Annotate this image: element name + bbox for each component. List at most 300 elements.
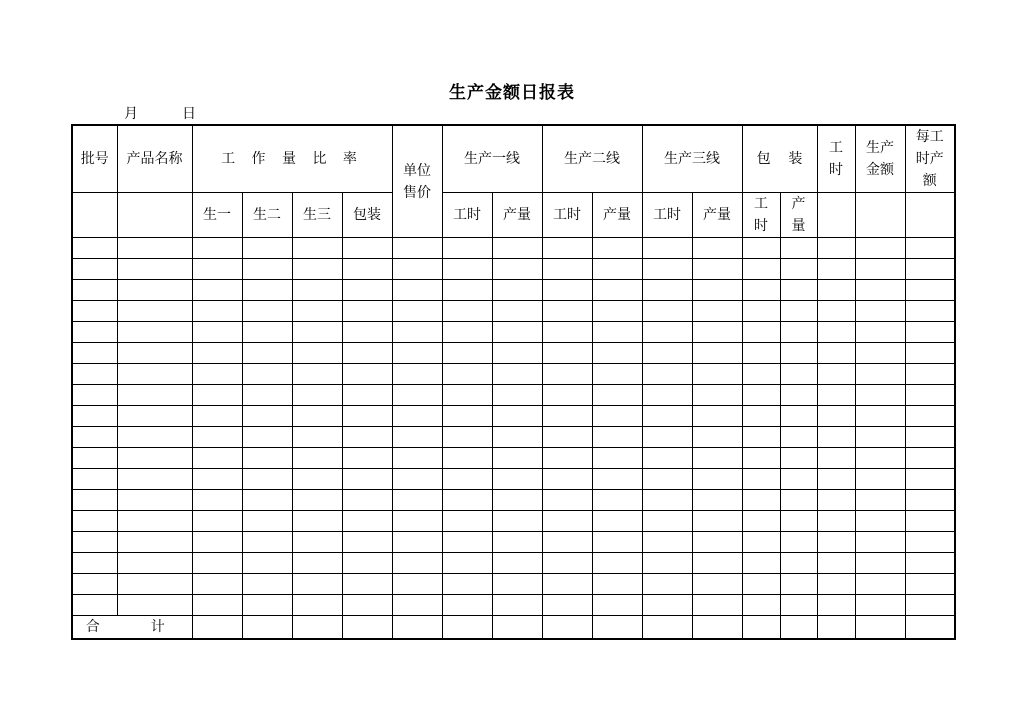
table-cell[interactable] xyxy=(905,280,955,301)
table-cell[interactable] xyxy=(192,301,242,322)
table-cell[interactable] xyxy=(592,406,642,427)
table-cell[interactable] xyxy=(492,469,542,490)
table-cell[interactable] xyxy=(492,511,542,532)
table-cell[interactable] xyxy=(692,280,742,301)
table-cell[interactable] xyxy=(442,490,492,511)
table-cell[interactable] xyxy=(905,301,955,322)
table-cell[interactable] xyxy=(292,364,342,385)
table-cell[interactable] xyxy=(292,553,342,574)
table-cell[interactable] xyxy=(117,259,192,280)
table-cell[interactable] xyxy=(817,238,855,259)
table-cell[interactable] xyxy=(742,574,780,595)
table-cell[interactable] xyxy=(192,238,242,259)
table-cell[interactable] xyxy=(342,364,392,385)
table-cell[interactable] xyxy=(192,280,242,301)
table-cell[interactable] xyxy=(442,343,492,364)
table-cell[interactable] xyxy=(342,322,392,343)
table-cell[interactable] xyxy=(242,343,292,364)
table-cell[interactable] xyxy=(492,553,542,574)
table-cell[interactable] xyxy=(342,301,392,322)
table-cell[interactable] xyxy=(817,427,855,448)
table-cell[interactable] xyxy=(692,322,742,343)
table-cell[interactable] xyxy=(492,448,542,469)
table-cell[interactable] xyxy=(742,469,780,490)
table-cell[interactable] xyxy=(117,427,192,448)
table-cell[interactable] xyxy=(542,364,592,385)
table-cell[interactable] xyxy=(742,301,780,322)
table-cell[interactable] xyxy=(905,553,955,574)
table-cell[interactable] xyxy=(817,490,855,511)
table-cell[interactable] xyxy=(742,511,780,532)
table-cell[interactable] xyxy=(692,469,742,490)
table-cell[interactable] xyxy=(542,280,592,301)
table-cell[interactable] xyxy=(780,364,817,385)
table-cell[interactable] xyxy=(242,280,292,301)
table-cell[interactable] xyxy=(742,343,780,364)
total-cell[interactable] xyxy=(642,616,692,640)
table-cell[interactable] xyxy=(117,448,192,469)
table-cell[interactable] xyxy=(242,448,292,469)
table-cell[interactable] xyxy=(117,553,192,574)
table-cell[interactable] xyxy=(392,322,442,343)
table-cell[interactable] xyxy=(817,448,855,469)
table-cell[interactable] xyxy=(192,322,242,343)
table-cell[interactable] xyxy=(905,511,955,532)
table-cell[interactable] xyxy=(592,511,642,532)
table-cell[interactable] xyxy=(692,595,742,616)
table-cell[interactable] xyxy=(817,595,855,616)
table-cell[interactable] xyxy=(192,469,242,490)
table-cell[interactable] xyxy=(442,322,492,343)
table-cell[interactable] xyxy=(642,448,692,469)
table-cell[interactable] xyxy=(905,490,955,511)
table-cell[interactable] xyxy=(592,364,642,385)
table-cell[interactable] xyxy=(542,469,592,490)
table-cell[interactable] xyxy=(442,448,492,469)
table-cell[interactable] xyxy=(392,406,442,427)
table-cell[interactable] xyxy=(492,259,542,280)
table-cell[interactable] xyxy=(72,553,117,574)
table-cell[interactable] xyxy=(692,385,742,406)
table-cell[interactable] xyxy=(192,406,242,427)
table-cell[interactable] xyxy=(780,469,817,490)
table-cell[interactable] xyxy=(642,259,692,280)
table-cell[interactable] xyxy=(342,406,392,427)
table-cell[interactable] xyxy=(392,511,442,532)
table-cell[interactable] xyxy=(72,427,117,448)
table-cell[interactable] xyxy=(855,553,905,574)
table-cell[interactable] xyxy=(780,448,817,469)
table-cell[interactable] xyxy=(192,364,242,385)
table-cell[interactable] xyxy=(855,259,905,280)
table-cell[interactable] xyxy=(855,427,905,448)
table-cell[interactable] xyxy=(342,595,392,616)
table-cell[interactable] xyxy=(692,406,742,427)
table-cell[interactable] xyxy=(117,595,192,616)
table-cell[interactable] xyxy=(342,385,392,406)
table-cell[interactable] xyxy=(692,427,742,448)
table-cell[interactable] xyxy=(392,595,442,616)
total-cell[interactable] xyxy=(855,616,905,640)
total-cell[interactable] xyxy=(342,616,392,640)
table-cell[interactable] xyxy=(742,280,780,301)
table-cell[interactable] xyxy=(592,595,642,616)
table-cell[interactable] xyxy=(492,490,542,511)
table-cell[interactable] xyxy=(242,595,292,616)
table-cell[interactable] xyxy=(292,343,342,364)
table-cell[interactable] xyxy=(642,301,692,322)
table-cell[interactable] xyxy=(692,301,742,322)
table-cell[interactable] xyxy=(442,511,492,532)
table-cell[interactable] xyxy=(592,280,642,301)
table-cell[interactable] xyxy=(780,406,817,427)
table-cell[interactable] xyxy=(72,595,117,616)
table-cell[interactable] xyxy=(292,406,342,427)
table-cell[interactable] xyxy=(242,427,292,448)
table-cell[interactable] xyxy=(72,490,117,511)
table-cell[interactable] xyxy=(780,238,817,259)
table-cell[interactable] xyxy=(592,301,642,322)
table-cell[interactable] xyxy=(780,301,817,322)
table-cell[interactable] xyxy=(642,385,692,406)
table-cell[interactable] xyxy=(242,406,292,427)
table-cell[interactable] xyxy=(542,595,592,616)
table-cell[interactable] xyxy=(192,553,242,574)
table-cell[interactable] xyxy=(242,469,292,490)
table-cell[interactable] xyxy=(780,385,817,406)
table-cell[interactable] xyxy=(542,259,592,280)
table-cell[interactable] xyxy=(492,301,542,322)
total-cell[interactable] xyxy=(392,616,442,640)
table-cell[interactable] xyxy=(542,574,592,595)
table-cell[interactable] xyxy=(492,280,542,301)
table-cell[interactable] xyxy=(542,385,592,406)
table-cell[interactable] xyxy=(117,301,192,322)
table-cell[interactable] xyxy=(855,343,905,364)
table-cell[interactable] xyxy=(292,595,342,616)
total-cell[interactable] xyxy=(292,616,342,640)
table-cell[interactable] xyxy=(592,385,642,406)
table-cell[interactable] xyxy=(442,406,492,427)
table-cell[interactable] xyxy=(905,532,955,553)
table-cell[interactable] xyxy=(692,532,742,553)
table-cell[interactable] xyxy=(117,343,192,364)
table-cell[interactable] xyxy=(492,385,542,406)
table-cell[interactable] xyxy=(242,301,292,322)
table-cell[interactable] xyxy=(442,259,492,280)
table-cell[interactable] xyxy=(642,532,692,553)
table-cell[interactable] xyxy=(242,259,292,280)
table-cell[interactable] xyxy=(642,511,692,532)
table-cell[interactable] xyxy=(292,574,342,595)
table-cell[interactable] xyxy=(905,322,955,343)
table-cell[interactable] xyxy=(742,532,780,553)
table-cell[interactable] xyxy=(117,385,192,406)
table-cell[interactable] xyxy=(817,574,855,595)
table-cell[interactable] xyxy=(72,385,117,406)
table-cell[interactable] xyxy=(742,322,780,343)
table-cell[interactable] xyxy=(117,490,192,511)
table-cell[interactable] xyxy=(742,427,780,448)
table-cell[interactable] xyxy=(780,574,817,595)
table-cell[interactable] xyxy=(692,490,742,511)
table-cell[interactable] xyxy=(192,448,242,469)
table-cell[interactable] xyxy=(392,301,442,322)
table-cell[interactable] xyxy=(542,322,592,343)
table-cell[interactable] xyxy=(342,259,392,280)
table-cell[interactable] xyxy=(817,343,855,364)
table-cell[interactable] xyxy=(905,238,955,259)
table-cell[interactable] xyxy=(542,532,592,553)
table-cell[interactable] xyxy=(242,511,292,532)
table-cell[interactable] xyxy=(342,532,392,553)
table-cell[interactable] xyxy=(742,238,780,259)
table-cell[interactable] xyxy=(442,427,492,448)
table-cell[interactable] xyxy=(905,364,955,385)
table-cell[interactable] xyxy=(342,574,392,595)
table-cell[interactable] xyxy=(817,532,855,553)
table-cell[interactable] xyxy=(292,427,342,448)
table-cell[interactable] xyxy=(817,301,855,322)
table-cell[interactable] xyxy=(855,574,905,595)
table-cell[interactable] xyxy=(855,301,905,322)
table-cell[interactable] xyxy=(242,490,292,511)
table-cell[interactable] xyxy=(905,259,955,280)
table-cell[interactable] xyxy=(492,238,542,259)
table-cell[interactable] xyxy=(542,238,592,259)
table-cell[interactable] xyxy=(780,259,817,280)
table-cell[interactable] xyxy=(542,511,592,532)
table-cell[interactable] xyxy=(855,511,905,532)
table-cell[interactable] xyxy=(442,385,492,406)
table-cell[interactable] xyxy=(117,511,192,532)
table-cell[interactable] xyxy=(342,427,392,448)
table-cell[interactable] xyxy=(592,343,642,364)
table-cell[interactable] xyxy=(192,574,242,595)
total-cell[interactable] xyxy=(692,616,742,640)
table-cell[interactable] xyxy=(642,427,692,448)
table-cell[interactable] xyxy=(905,574,955,595)
table-cell[interactable] xyxy=(642,553,692,574)
table-cell[interactable] xyxy=(642,343,692,364)
table-cell[interactable] xyxy=(442,238,492,259)
table-cell[interactable] xyxy=(72,238,117,259)
table-cell[interactable] xyxy=(742,364,780,385)
table-cell[interactable] xyxy=(117,532,192,553)
table-cell[interactable] xyxy=(817,364,855,385)
table-cell[interactable] xyxy=(192,385,242,406)
table-cell[interactable] xyxy=(905,469,955,490)
table-cell[interactable] xyxy=(692,238,742,259)
table-cell[interactable] xyxy=(72,322,117,343)
table-cell[interactable] xyxy=(117,364,192,385)
table-cell[interactable] xyxy=(72,574,117,595)
table-cell[interactable] xyxy=(592,532,642,553)
table-cell[interactable] xyxy=(642,364,692,385)
table-cell[interactable] xyxy=(817,469,855,490)
table-cell[interactable] xyxy=(905,406,955,427)
table-cell[interactable] xyxy=(292,280,342,301)
table-cell[interactable] xyxy=(392,553,442,574)
table-cell[interactable] xyxy=(242,238,292,259)
table-cell[interactable] xyxy=(192,343,242,364)
table-cell[interactable] xyxy=(492,574,542,595)
table-cell[interactable] xyxy=(442,364,492,385)
table-cell[interactable] xyxy=(642,406,692,427)
table-cell[interactable] xyxy=(192,427,242,448)
table-cell[interactable] xyxy=(292,469,342,490)
table-cell[interactable] xyxy=(855,595,905,616)
table-cell[interactable] xyxy=(592,469,642,490)
table-cell[interactable] xyxy=(642,238,692,259)
table-cell[interactable] xyxy=(342,448,392,469)
table-cell[interactable] xyxy=(855,238,905,259)
total-cell[interactable] xyxy=(592,616,642,640)
table-cell[interactable] xyxy=(642,469,692,490)
table-cell[interactable] xyxy=(342,553,392,574)
table-cell[interactable] xyxy=(780,490,817,511)
total-cell[interactable] xyxy=(905,616,955,640)
table-cell[interactable] xyxy=(692,511,742,532)
table-cell[interactable] xyxy=(692,448,742,469)
table-cell[interactable] xyxy=(780,343,817,364)
table-cell[interactable] xyxy=(192,595,242,616)
table-cell[interactable] xyxy=(817,322,855,343)
table-cell[interactable] xyxy=(492,532,542,553)
table-cell[interactable] xyxy=(855,406,905,427)
table-cell[interactable] xyxy=(442,301,492,322)
table-cell[interactable] xyxy=(292,238,342,259)
total-cell[interactable] xyxy=(242,616,292,640)
table-cell[interactable] xyxy=(905,385,955,406)
table-cell[interactable] xyxy=(817,385,855,406)
total-cell[interactable] xyxy=(542,616,592,640)
table-cell[interactable] xyxy=(692,259,742,280)
table-cell[interactable] xyxy=(192,490,242,511)
table-cell[interactable] xyxy=(442,595,492,616)
table-cell[interactable] xyxy=(72,511,117,532)
table-cell[interactable] xyxy=(442,553,492,574)
table-cell[interactable] xyxy=(242,532,292,553)
table-cell[interactable] xyxy=(392,259,442,280)
table-cell[interactable] xyxy=(780,553,817,574)
table-cell[interactable] xyxy=(542,406,592,427)
table-cell[interactable] xyxy=(442,532,492,553)
table-cell[interactable] xyxy=(855,280,905,301)
table-cell[interactable] xyxy=(817,553,855,574)
table-cell[interactable] xyxy=(855,448,905,469)
table-cell[interactable] xyxy=(392,280,442,301)
table-cell[interactable] xyxy=(292,448,342,469)
table-cell[interactable] xyxy=(642,322,692,343)
table-cell[interactable] xyxy=(392,490,442,511)
table-cell[interactable] xyxy=(117,238,192,259)
total-cell[interactable] xyxy=(780,616,817,640)
table-cell[interactable] xyxy=(742,385,780,406)
table-cell[interactable] xyxy=(492,427,542,448)
total-label-cell[interactable] xyxy=(72,616,192,640)
table-cell[interactable] xyxy=(742,259,780,280)
table-cell[interactable] xyxy=(592,238,642,259)
table-cell[interactable] xyxy=(542,301,592,322)
table-cell[interactable] xyxy=(342,490,392,511)
table-cell[interactable] xyxy=(855,364,905,385)
table-cell[interactable] xyxy=(492,343,542,364)
table-cell[interactable] xyxy=(592,574,642,595)
table-cell[interactable] xyxy=(72,469,117,490)
table-cell[interactable] xyxy=(742,490,780,511)
table-cell[interactable] xyxy=(392,469,442,490)
table-cell[interactable] xyxy=(117,469,192,490)
table-cell[interactable] xyxy=(592,322,642,343)
table-cell[interactable] xyxy=(692,574,742,595)
table-cell[interactable] xyxy=(492,595,542,616)
table-cell[interactable] xyxy=(72,448,117,469)
total-cell[interactable] xyxy=(817,616,855,640)
table-cell[interactable] xyxy=(542,343,592,364)
table-cell[interactable] xyxy=(442,280,492,301)
table-cell[interactable] xyxy=(742,406,780,427)
total-cell[interactable] xyxy=(742,616,780,640)
table-cell[interactable] xyxy=(242,574,292,595)
table-cell[interactable] xyxy=(692,364,742,385)
table-cell[interactable] xyxy=(592,553,642,574)
table-cell[interactable] xyxy=(72,343,117,364)
table-cell[interactable] xyxy=(692,343,742,364)
table-cell[interactable] xyxy=(442,469,492,490)
table-cell[interactable] xyxy=(292,259,342,280)
table-cell[interactable] xyxy=(905,343,955,364)
table-cell[interactable] xyxy=(542,427,592,448)
table-cell[interactable] xyxy=(905,595,955,616)
table-cell[interactable] xyxy=(817,280,855,301)
table-cell[interactable] xyxy=(192,259,242,280)
table-cell[interactable] xyxy=(492,322,542,343)
total-cell[interactable] xyxy=(442,616,492,640)
table-cell[interactable] xyxy=(855,469,905,490)
table-cell[interactable] xyxy=(855,322,905,343)
table-cell[interactable] xyxy=(117,406,192,427)
table-cell[interactable] xyxy=(542,553,592,574)
table-cell[interactable] xyxy=(905,427,955,448)
table-cell[interactable] xyxy=(492,406,542,427)
table-cell[interactable] xyxy=(242,364,292,385)
table-cell[interactable] xyxy=(72,364,117,385)
table-cell[interactable] xyxy=(242,322,292,343)
table-cell[interactable] xyxy=(342,280,392,301)
table-cell[interactable] xyxy=(117,280,192,301)
table-cell[interactable] xyxy=(442,574,492,595)
table-cell[interactable] xyxy=(292,511,342,532)
table-cell[interactable] xyxy=(292,322,342,343)
table-cell[interactable] xyxy=(292,490,342,511)
table-cell[interactable] xyxy=(392,385,442,406)
table-cell[interactable] xyxy=(817,406,855,427)
table-cell[interactable] xyxy=(905,448,955,469)
table-cell[interactable] xyxy=(72,280,117,301)
table-cell[interactable] xyxy=(292,532,342,553)
table-cell[interactable] xyxy=(742,448,780,469)
total-cell[interactable] xyxy=(492,616,542,640)
table-cell[interactable] xyxy=(642,595,692,616)
table-cell[interactable] xyxy=(342,511,392,532)
table-cell[interactable] xyxy=(192,532,242,553)
table-cell[interactable] xyxy=(292,385,342,406)
table-cell[interactable] xyxy=(592,490,642,511)
table-cell[interactable] xyxy=(117,322,192,343)
table-cell[interactable] xyxy=(855,490,905,511)
table-cell[interactable] xyxy=(642,574,692,595)
